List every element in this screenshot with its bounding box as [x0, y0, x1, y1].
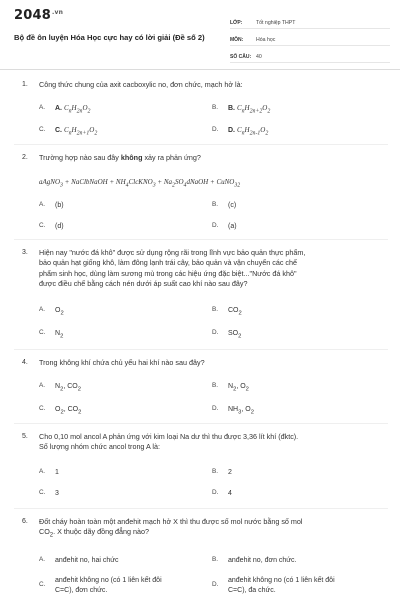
option-text: anđehit no, đơn chức. — [228, 557, 297, 564]
meta-label: MÔN: — [230, 37, 244, 43]
option-text: D. $C_nH_{2n-1}O_2$ — [228, 126, 269, 137]
option-c[interactable] — [39, 329, 63, 342]
option-a[interactable] — [39, 104, 90, 117]
option-d[interactable] — [212, 222, 237, 232]
option-text — [228, 576, 335, 595]
question-line: Đốt cháy hoàn toàn một anđehit mạch hở X thì thu được số mol nước bằng số mol — [39, 517, 303, 526]
question-number: 6. — [22, 518, 28, 525]
option-line: C=C), đa chức. — [228, 586, 276, 594]
option-line: anđehit không no (có 1 liên kết đôi — [55, 577, 162, 584]
option-letter: D. — [212, 329, 219, 336]
question-separator — [14, 423, 388, 424]
meta-value: Tốt nghiệp THPT — [256, 20, 296, 26]
question-separator — [14, 144, 388, 145]
option-a[interactable] — [39, 556, 118, 566]
question-text-part: Trường hợp nào sau đây — [39, 153, 121, 162]
option-text: (a) — [228, 223, 237, 230]
option-b[interactable] — [212, 468, 232, 478]
option-d[interactable] — [212, 405, 254, 418]
option-letter: A. — [39, 201, 46, 208]
logo-suffix: .vn — [51, 8, 64, 16]
question-number: 2. — [22, 154, 28, 161]
logo-text: 2048 — [14, 8, 51, 23]
option-text: $N_2$, $O_2$ — [228, 383, 249, 393]
option-text: $N_2$ — [55, 330, 64, 340]
question-text: Trong không khí chứa chủ yếu hai khí nào sau đây? — [39, 358, 205, 367]
question-text — [39, 248, 384, 290]
reaction-formula: aAgNO$_3$ + NaClbNaOH + $NH_4ClcKNO_3$ + $Na_2SO_4dNaOH$ + CuNO$_{32}$ — [39, 178, 241, 189]
option-a[interactable] — [39, 201, 64, 211]
question-line: bảo quản hạt giống khô, làm đông lạnh trái cây, bảo quản và vận chuyển các chế — [39, 258, 297, 268]
site-logo[interactable] — [14, 8, 63, 23]
meta-value: 40 — [256, 54, 262, 60]
option-text: 2 — [228, 469, 232, 476]
option-letter: D. — [212, 405, 219, 412]
option-b[interactable] — [212, 306, 242, 319]
question-number: 4. — [22, 359, 28, 366]
option-c[interactable] — [39, 576, 162, 595]
option-letter: D. — [212, 126, 219, 133]
exam-title: Bộ đề ôn luyện Hóa Học cực hay có lời giải (Đề số 2) — [14, 33, 205, 42]
option-text — [55, 576, 162, 595]
option-letter: C. — [39, 489, 46, 496]
question-line: Số lượng nhóm chức ancol trong A là: — [39, 442, 161, 452]
question-line: $CO_2$. X thuộc dãy đồng đẳng nào? — [39, 527, 150, 539]
option-d[interactable] — [212, 329, 241, 342]
question-text — [39, 517, 384, 541]
option-text: $O_2$ — [55, 307, 64, 317]
option-letter: C. — [39, 329, 46, 336]
option-c[interactable] — [39, 222, 64, 232]
option-text: $SO_2$ — [228, 330, 242, 340]
option-d[interactable] — [212, 489, 232, 499]
question-line: được điều chế bằng cách nén dưới áp suất cao khí nào sau đây? — [39, 279, 248, 289]
question-number: 5. — [22, 433, 28, 440]
option-b[interactable] — [212, 104, 270, 117]
option-letter: B. — [212, 306, 219, 313]
question-text — [39, 432, 384, 453]
option-letter: A. — [39, 556, 46, 563]
option-text: (b) — [55, 202, 64, 209]
question-line: phẩm sinh học, dùng làm sương mù trong các hiệu ứng đặc biệt..."Nước đá khô" — [39, 268, 297, 278]
option-a[interactable] — [39, 306, 64, 319]
option-a[interactable] — [39, 468, 59, 478]
option-text: C. $C_nH_{2n+1}O_2$ — [55, 126, 98, 137]
meta-label: LỚP: — [230, 20, 243, 26]
question-separator — [14, 349, 388, 350]
option-text: 1 — [55, 469, 59, 476]
meta-label: SỐ CÂU: — [230, 54, 252, 60]
meta-row-subject — [230, 31, 390, 46]
question-text-part: xảy ra phản ứng? — [142, 153, 201, 162]
question-text — [39, 153, 384, 163]
option-letter: C. — [39, 126, 46, 133]
option-text: (c) — [228, 202, 237, 209]
option-text: $N_2$, $CO_2$ — [55, 383, 81, 393]
option-letter: A. — [39, 104, 46, 111]
option-text: $O_2$, $CO_2$ — [55, 406, 82, 416]
option-d[interactable] — [212, 576, 335, 595]
page-header — [0, 0, 400, 64]
option-letter: D. — [212, 222, 219, 229]
question-number: 3. — [22, 249, 28, 256]
option-letter: D. — [212, 581, 219, 588]
option-letter: C. — [39, 405, 46, 412]
option-text: (d) — [55, 223, 64, 230]
option-text: B. $C_nH_{2n+2}O_2$ — [228, 104, 271, 115]
option-letter: B. — [212, 468, 219, 475]
meta-value: Hóa học — [256, 37, 276, 43]
option-letter: A. — [39, 468, 46, 475]
option-text: 4 — [228, 490, 232, 497]
question-text: Công thức chung của axit cacboxylic no, đơn chức, mạch hở là: — [39, 80, 243, 89]
option-letter: B. — [212, 556, 219, 563]
option-letter: B. — [212, 382, 219, 389]
option-letter: D. — [212, 489, 219, 496]
option-letter: C. — [39, 222, 46, 229]
option-c[interactable] — [39, 489, 59, 499]
option-c[interactable] — [39, 126, 97, 139]
option-text: anđehit no, hai chức — [55, 557, 119, 564]
question-text-emphasis: không — [120, 153, 143, 162]
option-letter: B. — [212, 104, 219, 111]
meta-row-count — [230, 48, 390, 63]
option-letter: B. — [212, 201, 219, 208]
question-separator — [14, 239, 388, 240]
option-line: anđehit không no (có 1 liên kết đôi — [228, 577, 335, 584]
option-text: $NH_3$, $O_2$ — [228, 406, 254, 416]
option-a[interactable] — [39, 382, 81, 395]
exam-meta — [230, 14, 390, 65]
option-b[interactable] — [212, 382, 249, 395]
option-d[interactable] — [212, 126, 268, 139]
question-number: 1. — [22, 81, 28, 88]
question-line: Cho 0,10 mol ancol A phản ứng với kim loại Na dư thì thu được 3,36 lít khí (đktc). — [39, 432, 299, 441]
question-separator — [14, 508, 388, 509]
option-b[interactable] — [212, 201, 236, 211]
question-line: Hiện nay "nước đá khô" được sử dụng rộng rãi trong lĩnh vực bảo quản thực phẩm, — [39, 248, 306, 257]
option-text: 3 — [55, 490, 59, 497]
option-c[interactable] — [39, 405, 81, 418]
option-text: A. $C_nH_{2n}O_2$ — [55, 104, 91, 115]
option-line: C=C), đơn chức. — [55, 586, 108, 594]
option-text: $CO_2$ — [228, 307, 242, 317]
option-letter: A. — [39, 306, 46, 313]
header-divider — [0, 69, 400, 70]
meta-row-class — [230, 14, 390, 29]
option-letter: C. — [39, 581, 46, 588]
option-b[interactable] — [212, 556, 296, 566]
option-letter: A. — [39, 382, 46, 389]
